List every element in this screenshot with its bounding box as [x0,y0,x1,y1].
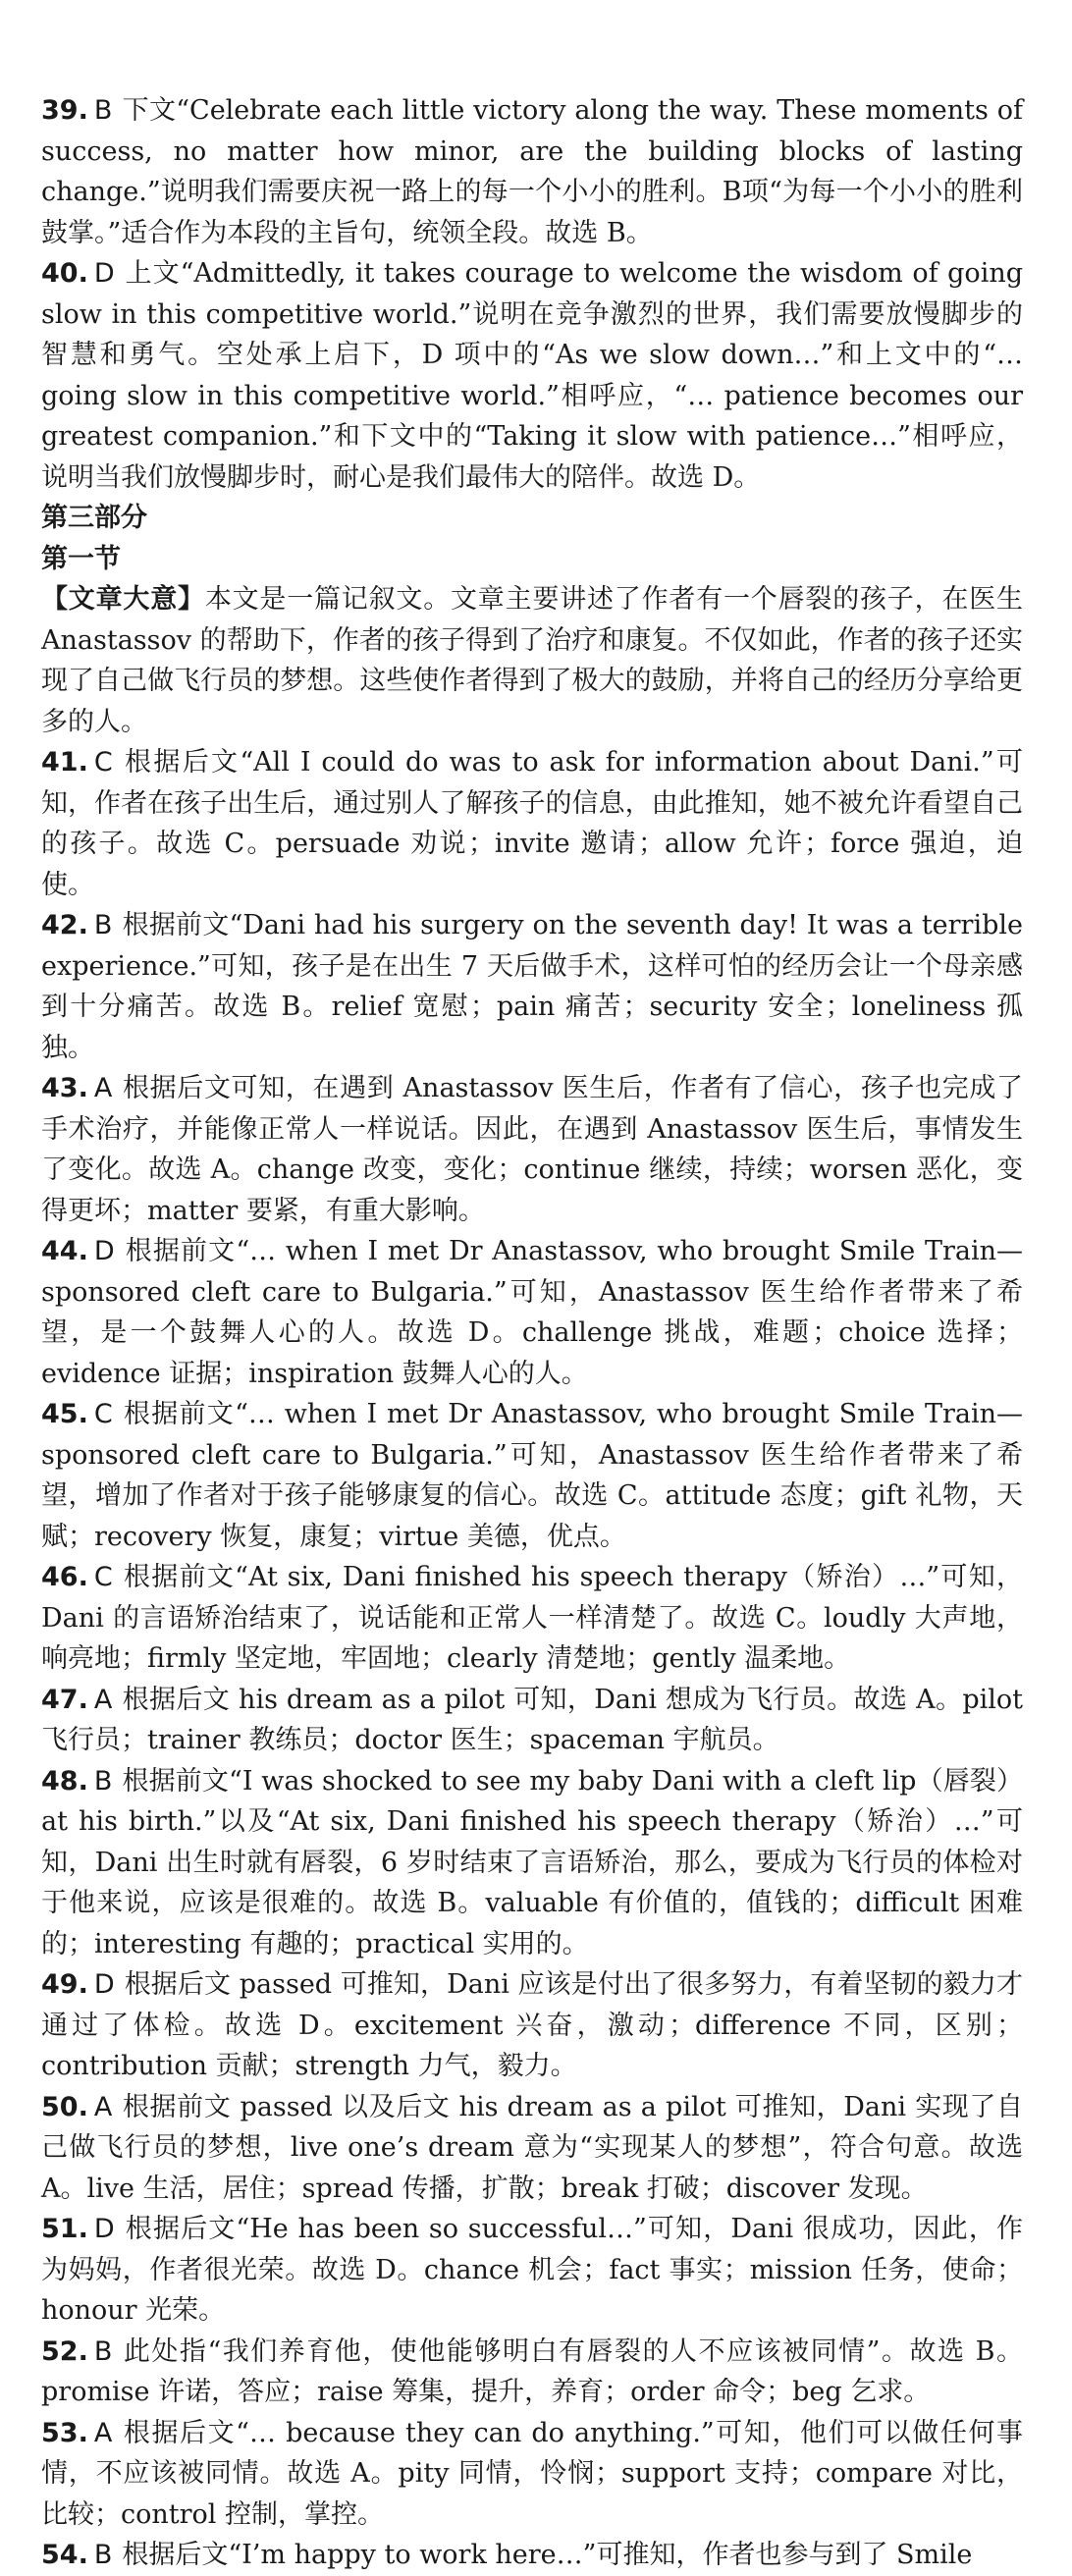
question-number: 39. [41,95,88,126]
explanation-text: 根据前文“… when I met Dr Anastassov, who brought Smile Train—sponsored cleft care to Bulgaria.”可知，Anastassov 医生给作者带来了希望，是一个鼓舞人心的人。故选 D。challenge 挑战，难题；choice 选择；evidence 证据；inspiration 鼓舞人心的人。 [41,1236,1023,1389]
section-heading: 第一节 [41,543,121,574]
item-46 [41,1557,1023,1680]
answer-letter: D [93,2214,115,2244]
answer-letter: A [93,2417,113,2448]
question-number: 50. [41,2091,88,2122]
answer-letter: A [93,1073,113,1103]
item-42 [41,905,1023,1068]
item-49 [41,1964,1023,2087]
article-summary [41,579,1023,742]
answer-explanations-page [41,90,1023,2576]
question-number: 45. [41,1399,88,1429]
item-44 [41,1231,1023,1394]
item-51 [41,2209,1023,2332]
explanation-text: 此处指“我们养育他，使他能够明白有唇裂的人不应该被同情”。故选 B。promise 许诺，答应；raise 筹集，提升，养育；order 命令；beg 乞求。 [41,2335,1023,2407]
item-48 [41,1761,1023,1965]
question-number: 49. [41,1969,88,2000]
answer-letter: B [93,1765,113,1797]
explanation-text: 根据前文“Dani had his surgery on the seventh day! It was a terrible experience.”可知，孩子是在出生 7 天后做手术，这样可怕的经历会让一个母亲感到十分痛苦。故选 B。relief 宽慰；pain 痛苦；security 安全；loneliness 孤独。 [41,910,1023,1063]
item-53 [41,2413,1023,2536]
answer-letter: B [93,2540,113,2570]
explanation-text: 根据后文“I’m happy to work here…”可推知，作者也参与到了 Smile [122,2540,973,2570]
answer-letter: D [93,258,115,289]
item-45 [41,1394,1023,1557]
item-41 [41,742,1023,905]
question-number: 47. [41,1684,88,1715]
explanation-text: 根据后文 his dream as a pilot 可知，Dani 想成为飞行员。故选 A。pilot 飞行员；trainer 教练员；doctor 医生；spaceman 宇航员。 [41,1684,1023,1755]
item-47 [41,1680,1023,1761]
explanation-text: 根据后文“… because they can do anything.”可知，他们可以做任何事情，不应该被同情。故选 A。pity 同情，怜悯；support 支持；compare 对比，比较；control 控制，掌控。 [41,2417,1023,2530]
explanation-text: 根据前文“I was shocked to see my baby Dani with a cleft lip（唇裂）at his birth.”以及“At six, Dani finished his speech therapy（矫治）…”可知，Dani 出生时就有唇裂，6 岁时结束了言语矫治，那么，要成为飞行员的体检对于他来说，应该是很难的。故选 B。valuable 有价值的，值钱的；difficult 困难的；interesting 有趣的；practical 实用的。 [41,1765,1023,1959]
question-number: 44. [41,1236,88,1266]
answer-letter: A [93,2091,113,2122]
summary-tag: 【文章大意】 [41,584,205,615]
explanation-text: 上文“Admittedly, it takes courage to welcome the wisdom of going slow in this competitive world.”说明在竞争激烈的世界，我们需要放慢脚步的智慧和勇气。空处承上启下，D 项中的“As we slow down…”和上文中的“… going slow in this competitive world.”相呼应，“… patience becomes our greatest companion.”和下文中的“Taking it slow with patience…”相呼应，说明当我们放慢脚步时，耐心是我们最伟大的陪伴。故选 D。 [41,258,1023,493]
question-number: 54. [41,2540,88,2570]
explanation-text: 下文“Celebrate each little victory along the way. These moments of success, no matter how minor, are the building blocks of lasting change.”说明我们需要庆祝一路上的每一个小小的胜利。B项“为每一个小小的胜利鼓掌。”适合作为本段的主旨句，统领全段。故选 B。 [41,95,1023,248]
question-number: 53. [41,2417,88,2448]
answer-letter: A [93,1684,113,1715]
question-number: 51. [41,2214,88,2244]
explanation-text: 根据前文“At six, Dani finished his speech therapy（矫治）…”可知，Dani 的言语矫治结束了，说话能和正常人一样清楚了。故选 C。loudly 大声地，响亮地；firmly 坚定地，牢固地；clearly 清楚地；gently 温柔地。 [41,1562,1023,1674]
item-40 [41,253,1023,498]
question-number: 46. [41,1562,88,1592]
explanation-text: 根据后文 passed 可推知，Dani 应该是付出了很多努力，有着坚韧的毅力才通过了体检。故选 D。excitement 兴奋，激动；difference 不同，区别；contribution 贡献；strength 力气，毅力。 [41,1969,1023,2081]
question-number: 40. [41,258,88,289]
question-number: 41. [41,747,88,778]
explanation-text: 根据前文“… when I met Dr Anastassov, who brought Smile Train—sponsored cleft care to Bulgaria.”可知，Anastassov 医生给作者带来了希望，增加了作者对于孩子能够康复的信心。故选 C。attitude 态度；gift 礼物，天赋；recovery 恢复，康复；virtue 美德，优点。 [41,1399,1023,1552]
item-54 [41,2535,1023,2576]
item-50 [41,2087,1023,2210]
answer-letter: D [93,1969,115,2000]
explanation-text: 根据前文 passed 以及后文 his dream as a pilot 可推知，Dani 实现了自己做飞行员的梦想，live one’s dream 意为“实现某人的梦想”，符合句意。故选 A。live 生活，居住；spread 传播，扩散；break 打破；discover 发现。 [41,2091,1023,2204]
question-number: 48. [41,1765,88,1797]
question-number: 52. [41,2335,88,2367]
explanation-text: 根据后文可知，在遇到 Anastassov 医生后，作者有了信心，孩子也完成了手术治疗，并能像正常人一样说话。因此，在遇到 Anastassov 医生后，事情发生了变化。故选 A。change 改变，变化；continue 继续，持续；worsen 恶化，变得更坏；matter 要紧，有重大影响。 [41,1073,1023,1226]
answer-letter: D [93,1236,115,1266]
part-heading: 第三部分 [41,503,147,533]
question-number: 42. [41,910,88,940]
summary-text: 本文是一篇记叙文。文章主要讲述了作者有一个唇裂的孩子，在医生 Anastassov 的帮助下，作者的孩子得到了治疗和康复。不仅如此，作者的孩子还实现了自己做飞行员的梦想。这些使作者得到了极大的鼓励，并将自己的经历分享给更多的人。 [41,584,1024,737]
explanation-text: 根据后文“He has been so successful…”可知，Dani 很成功，因此，作为妈妈，作者很光荣。故选 D。chance 机会；fact 事实；mission 任务，使命；honour 光荣。 [41,2214,1023,2326]
question-number: 43. [41,1073,88,1103]
item-39 [41,90,1023,253]
item-52 [41,2332,1023,2413]
answer-letter: B [93,95,113,126]
answer-letter: C [93,1562,113,1592]
item-43 [41,1068,1023,1231]
answer-letter: C [93,747,113,778]
answer-letter: B [93,2335,113,2367]
explanation-text: 根据后文“All I could do was to ask for information about Dani.”可知，作者在孩子出生后，通过别人了解孩子的信息，由此推知，她不被允许看望自己的孩子。故选 C。persuade 劝说；invite 邀请；allow 允许；force 强迫，迫使。 [41,747,1023,900]
answer-letter: B [93,910,113,940]
answer-letter: C [93,1399,113,1429]
